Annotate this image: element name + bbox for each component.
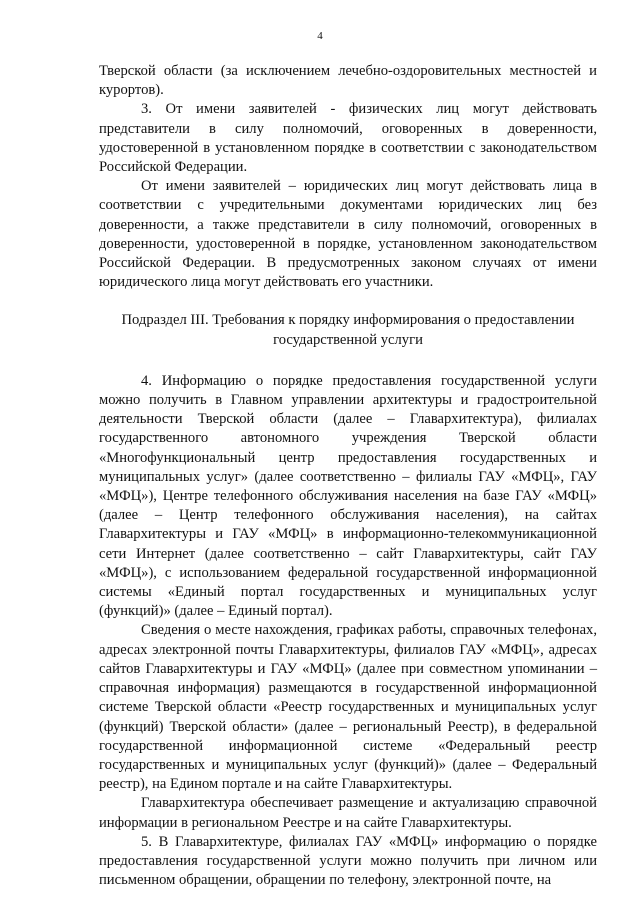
paragraph-3: 3. От имени заявителей - физических лиц могут действовать представители в силу полномочий, оговоренных в доверенности, удостоверенной в установленном порядке в соответствии с законодательством Российской Федерации. (99, 101, 597, 176)
paragraph-reference-info: Сведения о месте нахождения, графиках работы, справочных телефонах, адресах электронной почты Главархитектуры, филиалов ГАУ «МФЦ», адресах сайтов Главархитектуры и ГАУ «МФЦ» (далее при совместном упоминании – справочная информация) размещаются в государственной информационной системе Тверской области «Реестр государственных и муниципальных услуг (функций) Тверской области» (далее – региональный Реестр), в федеральной государственной информационной системе «Федеральный реестр государственных и муниципальных услуг (функций)» (далее – Федеральный реестр), на Едином портале и на сайте Главархитектуры. (99, 622, 597, 793)
document-body (99, 62, 597, 890)
paragraph-legal-entities: От имени заявителей – юридических лиц могут действовать лица в соответствии с учредительными документами юридических лиц без доверенности, а также представители в силу полномочий, оговоренных в доверенности, удостоверенной в порядке, установленном законодательством Российской Федерации. В предусмотренных законом случаях от имени юридического лица могут действовать его участники. (99, 178, 597, 291)
section-heading-line-2: государственной услуги (273, 331, 423, 348)
paragraph-4: 4. Информацию о порядке предоставления государственной услуги можно получить в Главном управлении архитектуры и градостроительной деятельности Тверской области (далее – Главархитектура), филиалах государственного автономного учреждения Тверской области «Многофункциональный центр предоставления государственных и муниципальных услуг» (далее соответственно – филиалы ГАУ «МФЦ», ГАУ «МФЦ»), Центре телефонного обслуживания населения на базе ГАУ «МФЦ» (далее – Центр телефонного обслуживания населения), на сайтах Главархитектуры и ГАУ «МФЦ» в информационно-телекоммуникационной сети Интернет (далее соответственно – сайт Главархитектуры, сайт ГАУ «МФЦ»), с использованием федеральной государственной информационной системы «Единый портал государственных и муниципальных услуг (функций)» (далее – Единый портал). (99, 372, 597, 620)
paragraph-5: 5. В Главархитектуре, филиалах ГАУ «МФЦ» информацию о порядке предоставления государственной услуги можно получить при личном или письменном обращении, обращении по телефону, электронной почте, на (99, 833, 597, 889)
section-heading-line-1: Подраздел III. Требования к порядку информирования о предоставлении (121, 312, 575, 329)
spacer (99, 350, 597, 372)
paragraph-continuation: Тверской области (за исключением лечебно-оздоровительных местностей и курортов). (99, 63, 597, 99)
spacer (99, 292, 597, 311)
section-heading (99, 311, 597, 349)
page-number: 4 (317, 30, 323, 42)
paragraph-glavarkhitektura: Главархитектура обеспечивает размещение и актуализацию справочной информации в региональном Реестре и на сайте Главархитектуры. (99, 795, 597, 831)
